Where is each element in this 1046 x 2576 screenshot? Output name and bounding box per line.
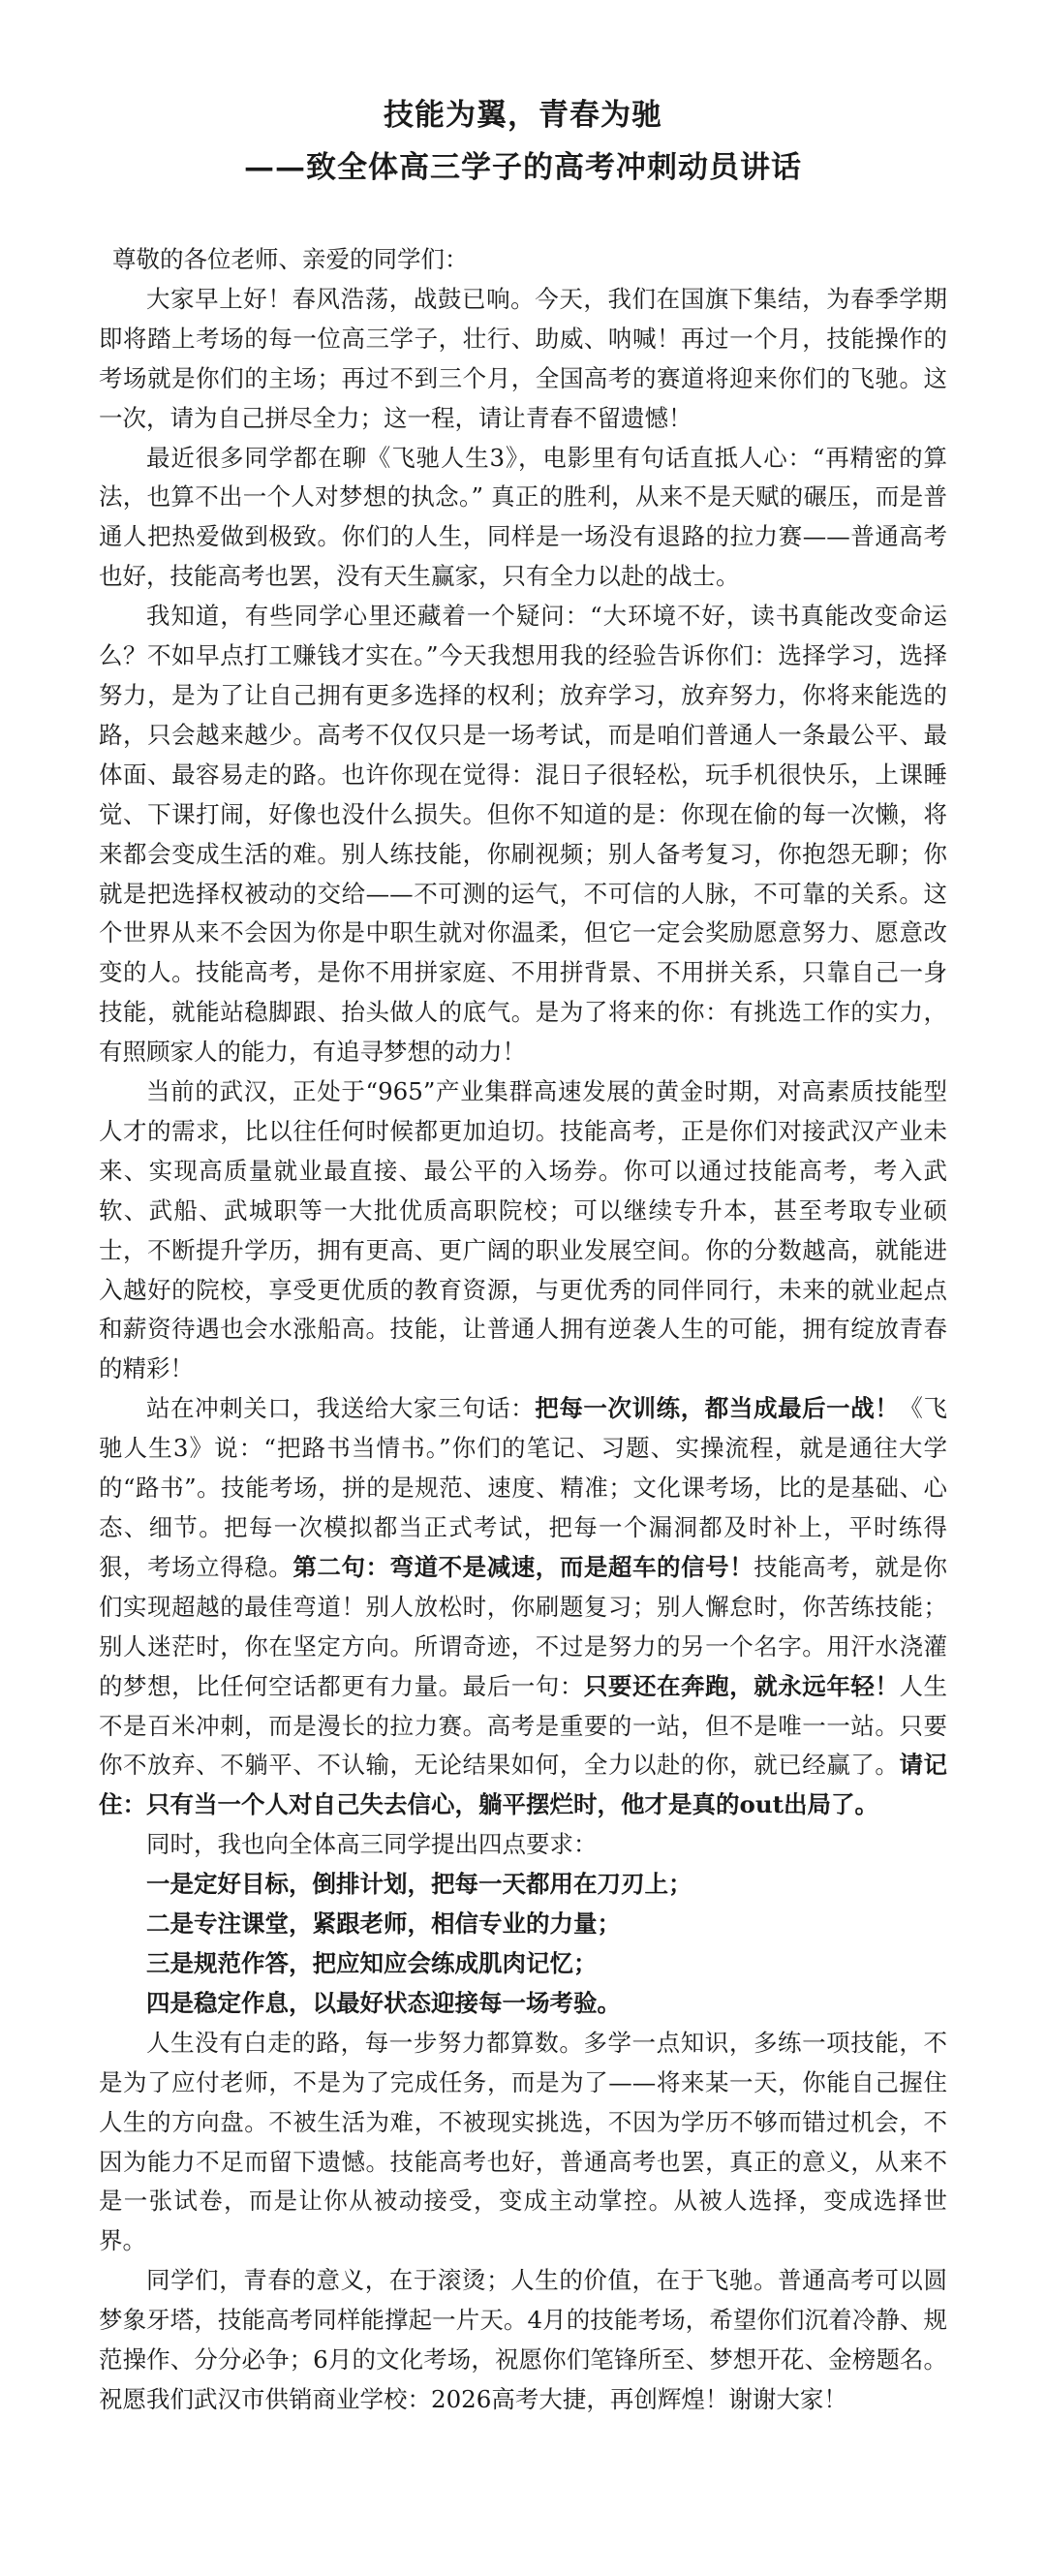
paragraph-movie-quote: 最近很多同学都在聊《飞驰人生3》，电影里有句话直抵人心：“再精密的算法，也算不出一个人对梦想的执念。” 真正的胜利，从来不是天赋的碾压，而是普通人把热爱做到极致。你们的人生，同样是一场没有退路的拉力赛——普通高考也好，技能高考也罢，没有天生赢家，只有全力以赴的战士。 <box>99 443 947 591</box>
paragraph-closing: 同学们，青春的意义，在于滚烫；人生的价值，在于飞驰。普通高考可以圆梦象牙塔，技能高考同样能撑起一片天。4月的技能考场，希望你们沉着冷静、规范操作、分分必争；6月的文化考场，祝愿你们笔锋所至、梦想开花、金榜题名。祝愿我们武汉市供销商业学校：2026高考大捷，再创辉煌！谢谢大家！ <box>99 2266 947 2413</box>
document-title: 技能为翼，青春为驰 <box>384 98 662 133</box>
sentence-one-text: 《飞驰人生3》说：“把路书当情书。”你们的笔记、习题、实操流程，就是通往大学的“路书”。技能考场，拼的是规范、速度、精准；文化课考场，比的是基础、心态、细节。把每一次模拟都当正式考试，把每一个漏洞都及时补上，平时练得狠，考场立得稳。 <box>99 1394 947 1581</box>
paragraph-why-study: 我知道，有些同学心里还藏着一个疑问：“大环境不好，读书真能改变命运么？不如早点打工赚钱才实在。”今天我想用我的经验告诉你们：选择学习，选择努力，是为了让自己拥有更多选择的权利；放弃学习，放弃努力，你将来能选的路，只会越来越少。高考不仅仅只是一场考试，而是咱们普通人一条最公平、最体面、最容易走的路。也许你现在觉得：混日子很轻松，玩手机很快乐，上课睡觉、下课打闹，好像也没什么损失。但你不知道的是：你现在偷的每一次懒，将来都会变成生活的难。别人练技能，你刷视频；别人备考复习，你抱怨无聊；你就是把选择权被动的交给——不可测的运气，不可信的人脉，不可靠的关系。这个世界从来不会因为你是中职生就对你温柔，但它一定会奖励愿意努力、愿意改变的人。技能高考，是你不用拼家庭、不用拼背景、不用拼关系，只靠自己一身技能，就能站稳脚跟、抬头做人的底气。是为了将来的你：有挑选工作的实力，有照顾家人的能力，有追寻梦想的动力！ <box>99 602 947 1067</box>
paragraph-requirements-intro: 同时，我也向全体高三同学提出四点要求： <box>146 1830 598 1859</box>
sentence-three-text: 人生不是百米冲刺，而是漫长的拉力赛。高考是重要的一站，但不是唯一一站。只要你不放弃、不躺平、不认输，无论结果如何，全力以赴的你，就已经赢了。 <box>99 1671 948 1780</box>
three-sentences-intro: 站在冲刺关口，我送给大家三句话： <box>146 1394 536 1423</box>
requirement-item: 四是稳定作息，以最好状态迎接每一场考验。 <box>146 1988 621 2017</box>
paragraph-wuhan-industry: 当前的武汉，正处于“965”产业集群高速发展的黄金时期，对高素质技能型人才的需求，比以往任何时候都更加迫切。技能高考，正是你们对接武汉产业未来、实现高质量就业最直接、最公平的入场券。你可以通过技能高考，考入武软、武船、武城职等一大批优质高职院校；可以继续专升本，甚至考取专业硕士，不断提升学历，拥有更高、更广阔的职业发展空间。你的分数越高，就能进入越好的院校，享受更优质的教育资源，与更优秀的同伴同行，未来的就业起点和薪资待遇也会水涨船高。技能，让普通人拥有逆袭人生的可能，拥有绽放青春的精彩！ <box>99 1077 947 1383</box>
requirement-item: 二是专注课堂，紧跟老师，相信专业的力量； <box>146 1909 621 1939</box>
requirement-item: 一是定好目标，倒排计划，把每一天都用在刀刃上； <box>146 1870 692 1899</box>
paragraph-greeting: 大家早上好！春风浩荡，战鼓已响。今天，我们在国旗下集结，为春季学期即将踏上考场的每一位高三学子，壮行、助威、呐喊！再过一个月，技能操作的考场就是你们的主场；再过不到三个月，全国高考的赛道将迎来你们的飞驰。这一次，请为自己拼尽全力；这一程，请让青春不留遗憾！ <box>99 284 947 432</box>
sentence-three: 只要还在奔跑，就永远年轻！ <box>583 1671 900 1700</box>
salutation: 尊敬的各位老师、亲爱的同学们： <box>112 245 469 273</box>
document-subtitle: ——致全体高三学子的高考冲刺动员讲话 <box>244 150 802 185</box>
sentence-two: 第二句：弯道不是减速，而是超车的信号！ <box>292 1552 754 1581</box>
paragraph-three-sentences <box>99 1389 947 1825</box>
paragraph-meaning: 人生没有白走的路，每一步努力都算数。多学一点知识，多练一项技能，不是为了应付老师，不是为了完成任务，而是为了——将来某一天，你能自己握住人生的方向盘。不被生活为难，不被现实挑选，不因为学历不够而错过机会，不因为能力不足而留下遗憾。技能高考也好，普通高考也罢，真正的意义，从来不是一张试卷，而是让你从被动接受，变成主动掌控。从被人选择，变成选择世界。 <box>99 2028 947 2255</box>
speech-body <box>99 240 947 2420</box>
sentence-one: 把每一次训练，都当成最后一战！ <box>535 1394 900 1423</box>
sentence-two-text: 技能高考，就是你们实现超越的最佳弯道！别人放松时，你刷题复习；别人懈怠时，你苦练技能；别人迷茫时，你在坚定方向。所谓奇迹，不过是努力的另一个名字。用汗水浇灌的梦想，比任何空话都更有力量。最后一句： <box>99 1552 948 1700</box>
requirement-item: 三是规范作答，把应知应会练成肌肉记忆； <box>146 1948 598 1977</box>
closing-reminder: 请记住：只有当一个人对自己失去信心，躺平摆烂时，他才是真的out出局了。 <box>99 1751 947 1819</box>
